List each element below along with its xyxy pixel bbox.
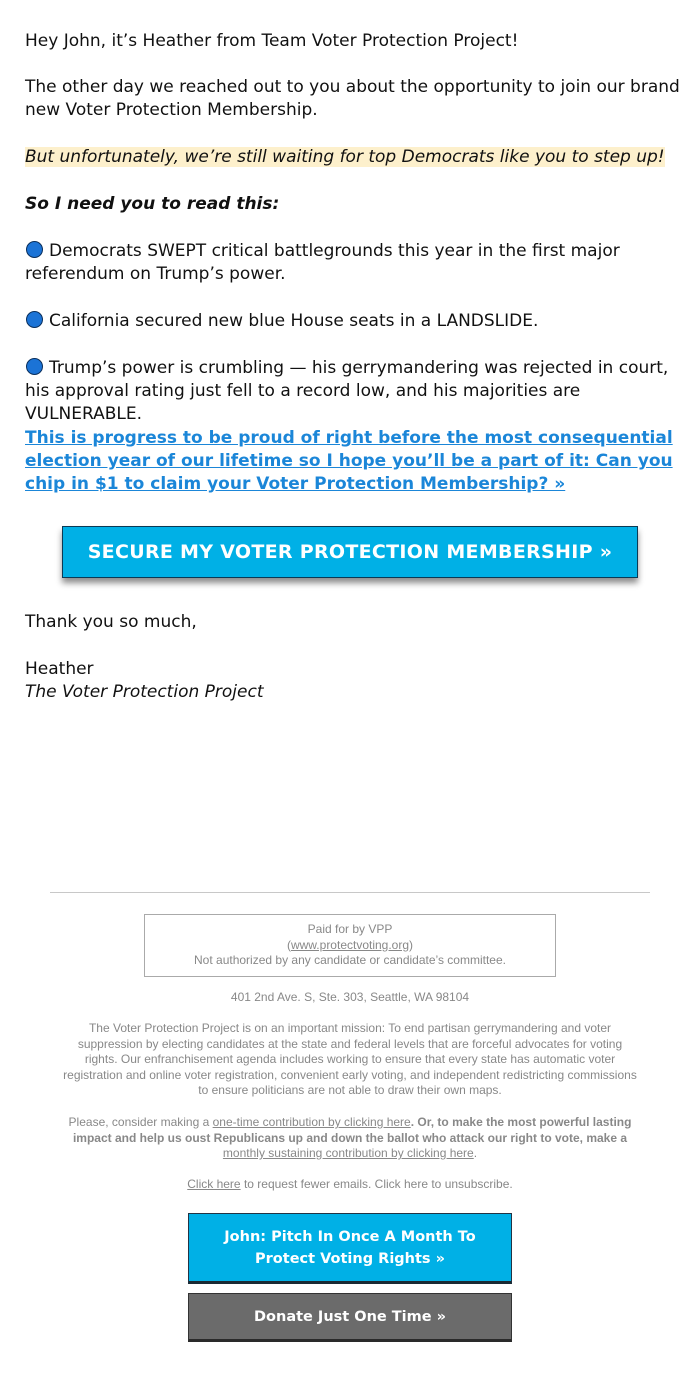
website-link[interactable]: www.protectvoting.org	[290, 937, 410, 952]
one-time-contribution-link[interactable]: one-time contribution by clicking here	[212, 1115, 411, 1129]
monthly-contribution-link[interactable]: monthly sustaining contribution by clicking here	[222, 1146, 474, 1160]
read-this-heading: So I need you to read this:	[25, 194, 280, 214]
paren-close: )	[409, 937, 414, 952]
intro-paragraph: The other day we reached out to you about the opportunity to join our brand new Voter Protection Membership.	[25, 77, 680, 120]
blue-circle-icon	[26, 358, 43, 375]
donation-link[interactable]: This is progress to be proud of right before the most consequential election year of our lifetime so I hope you’ll be a part of it: Can you chip in $1 to claim your Voter Protection Membership? »	[25, 428, 673, 494]
blue-circle-icon	[26, 311, 43, 328]
paid-for-box	[144, 914, 556, 977]
donation-link-paragraph	[25, 427, 680, 496]
bullet-item	[25, 357, 680, 426]
bullet-text: California secured new blue House seats in a LANDSLIDE.	[49, 311, 539, 331]
thanks-line: Thank you so much,	[25, 612, 197, 632]
footer-divider	[50, 892, 650, 893]
bullet-text: Trump’s power is crumbling — his gerrymandering was rejected in court, his approval rating just fell to a record low, and his majorities are VULNERABLE.	[25, 358, 669, 424]
signature-name: Heather	[25, 659, 94, 679]
not-authorized-line: Not authorized by any candidate or candidate’s committee.	[194, 953, 506, 967]
highlight-paragraph	[25, 146, 680, 169]
mailing-address: 401 2nd Ave. S, Ste. 303, Seattle, WA 98104	[230, 990, 470, 1004]
contrib-intro: Please, consider making a	[68, 1115, 213, 1129]
bullet-item	[25, 310, 680, 333]
bullet-item	[25, 240, 680, 286]
contrib-bold-text: . Or, to make the most powerful lasting impact and help us oust Republicans up and down the ballot who attack our right to vote, make a	[72, 1115, 632, 1145]
unsubscribe-text: to request fewer emails. Click here to unsubscribe.	[240, 1177, 513, 1191]
signature-org: The Voter Protection Project	[25, 682, 264, 702]
one-time-donate-button[interactable]: Donate Just One Time »	[188, 1293, 512, 1342]
highlight-text: But unfortunately, we’re still waiting for top Democrats like you to step up!	[25, 147, 665, 167]
fewer-emails-link[interactable]: Click here	[187, 1177, 241, 1191]
unsubscribe-line	[0, 1177, 700, 1193]
paid-url-line	[145, 938, 555, 954]
paren-open: (	[286, 937, 291, 952]
mission-statement: The Voter Protection Project is on an important mission: To end partisan gerrymandering and voter suppression by electing candidates at the state and federal levels that are forceful advocates for voting rights. Our enfranchisement agenda includes working to ensure that every state has automatic voter registration and online voter registration, convenient early voting, and independent redistricting commissions to ensure politicians are not able to draw their own maps.	[63, 1021, 637, 1097]
greeting: Hey John, it’s Heather from Team Voter Protection Project!	[25, 31, 519, 51]
secure-membership-button[interactable]: SECURE MY VOTER PROTECTION MEMBERSHIP »	[62, 526, 638, 578]
blue-circle-icon	[26, 241, 43, 258]
bullet-text: Democrats SWEPT critical battlegrounds this year in the first major referendum on Trump’s power.	[25, 241, 620, 284]
contribution-paragraph	[60, 1115, 640, 1162]
contrib-end: .	[473, 1146, 478, 1160]
monthly-donate-button[interactable]: John: Pitch In Once A Month To Protect Voting Rights »	[188, 1213, 512, 1284]
paid-for-line: Paid for by VPP	[307, 922, 393, 936]
